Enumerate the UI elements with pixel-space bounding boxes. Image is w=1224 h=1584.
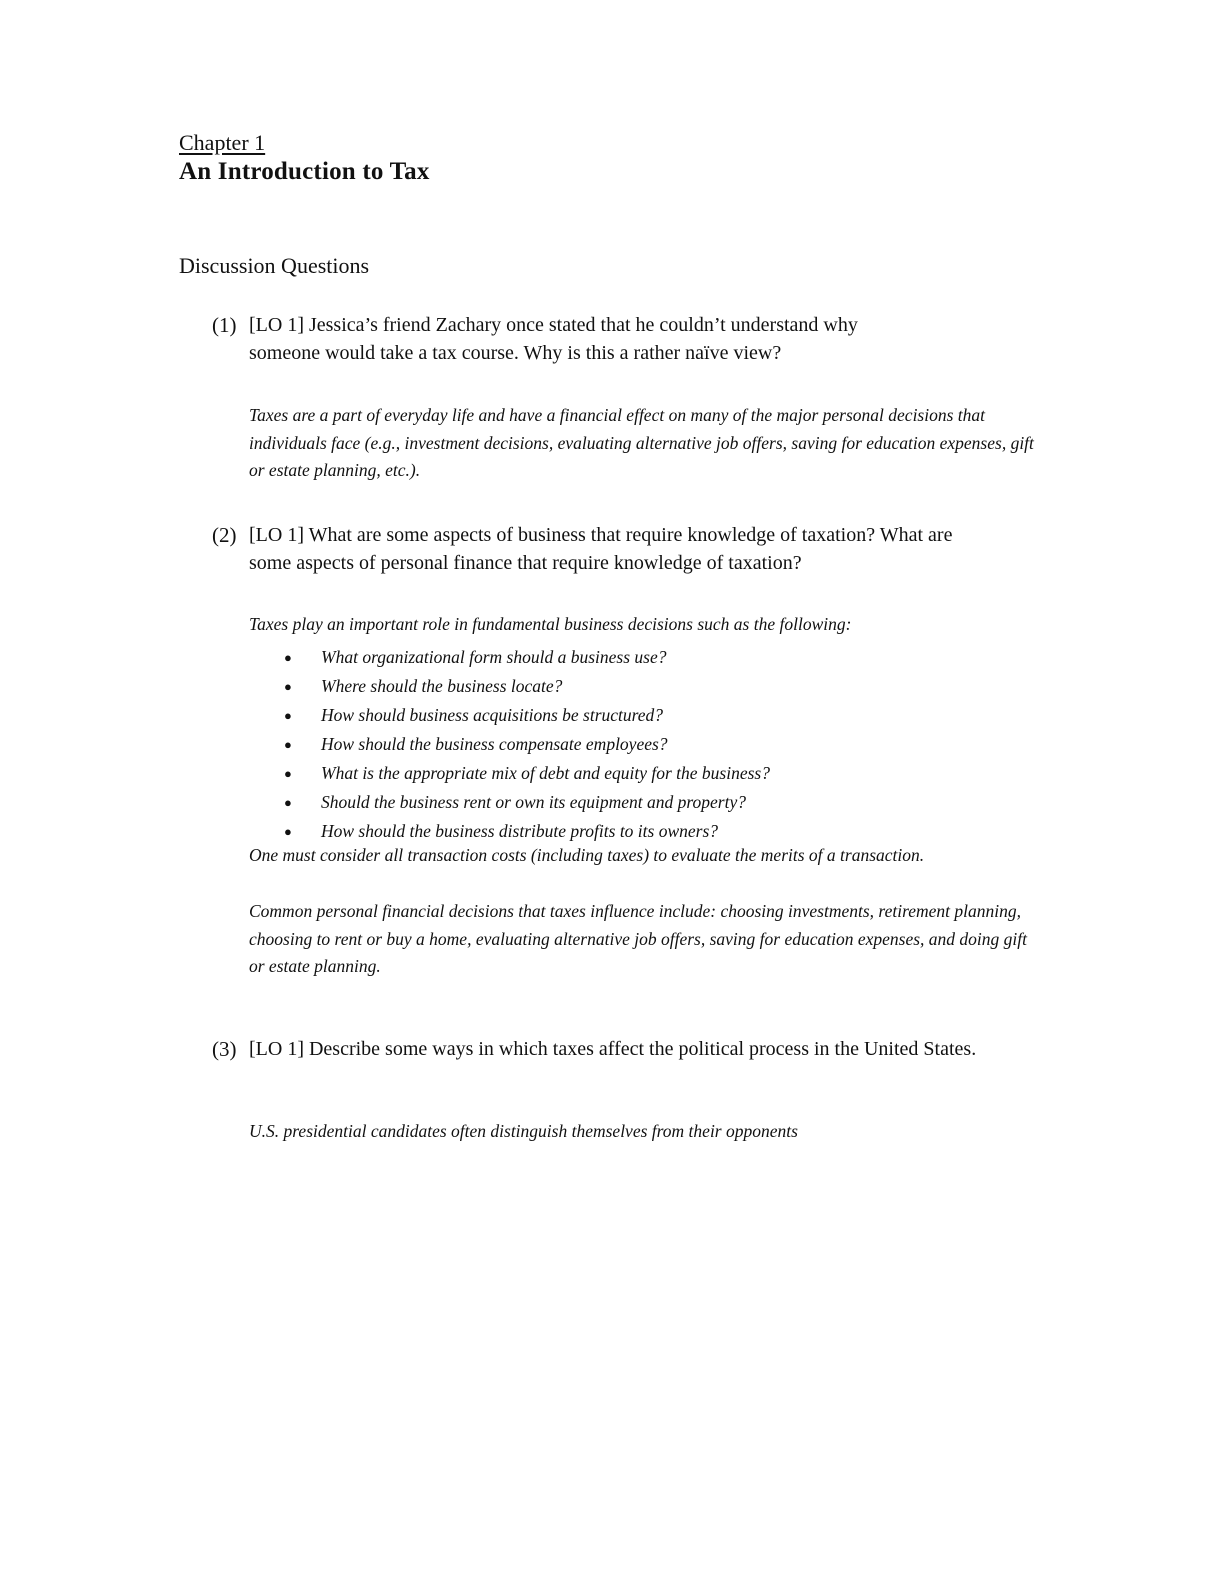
list-item <box>250 643 770 672</box>
answer-1: Taxes are a part of everyday life and have a financial effect on many of the major personal decisions that individuals face (e.g., investment decisions, evaluating alternative job offers, saving for education expenses, gift or estate planning, etc.). <box>249 405 1034 480</box>
question-2-number: (2) <box>212 523 237 547</box>
question-1-text: [LO 1] Jessica’s friend Zachary once stated that he couldn’t understand why someone would take a tax course. Why is this a rather naïve view? <box>249 314 858 364</box>
question-2-text: [LO 1] What are some aspects of business that require knowledge of taxation? What are some aspects of personal finance that require knowledge of taxation? <box>249 524 953 574</box>
list-item <box>250 788 770 817</box>
chapter-title: An Introduction to Tax <box>179 158 430 185</box>
section-heading: Discussion Questions <box>179 253 370 278</box>
list-item-text: How should business acquisitions be structured? <box>321 705 664 725</box>
answer-2-personal: Common personal financial decisions that taxes influence include: choosing investments, retirement planning, choosing to rent or buy a home, evaluating alternative job offers, saving for education expenses, and doing gift or estate planning. <box>249 901 1027 976</box>
list-item-text: What organizational form should a business use? <box>321 647 667 667</box>
list-item-text: What is the appropriate mix of debt and equity for the business? <box>321 763 770 783</box>
list-item-text: How should the business distribute profits to its owners? <box>321 821 719 841</box>
bullet-icon: ● <box>284 824 292 839</box>
list-item <box>250 672 770 701</box>
bullet-icon: ● <box>284 737 292 752</box>
business-decisions-list <box>250 643 770 846</box>
list-item-text: How should the business compensate employees? <box>321 734 668 754</box>
answer-3: U.S. presidential candidates often distinguish themselves from their opponents <box>249 1121 798 1141</box>
question-3-number: (3) <box>212 1037 237 1061</box>
bullet-icon: ● <box>284 708 292 723</box>
question-3-text: [LO 1] Describe some ways in which taxes affect the political process in the United States. <box>249 1038 977 1060</box>
list-item <box>250 701 770 730</box>
list-item <box>250 730 770 759</box>
answer-2-intro: Taxes play an important role in fundamental business decisions such as the following: <box>249 614 852 634</box>
answer-2-closing: One must consider all transaction costs (including taxes) to evaluate the merits of a transaction. <box>249 845 925 865</box>
list-item-text: Should the business rent or own its equipment and property? <box>321 792 746 812</box>
list-item <box>250 759 770 788</box>
bullet-icon: ● <box>284 650 292 665</box>
chapter-label: Chapter 1 <box>179 130 266 155</box>
question-1-number: (1) <box>212 313 237 337</box>
bullet-icon: ● <box>284 766 292 781</box>
bullet-icon: ● <box>284 679 292 694</box>
bullet-icon: ● <box>284 795 292 810</box>
list-item-text: Where should the business locate? <box>321 676 563 696</box>
